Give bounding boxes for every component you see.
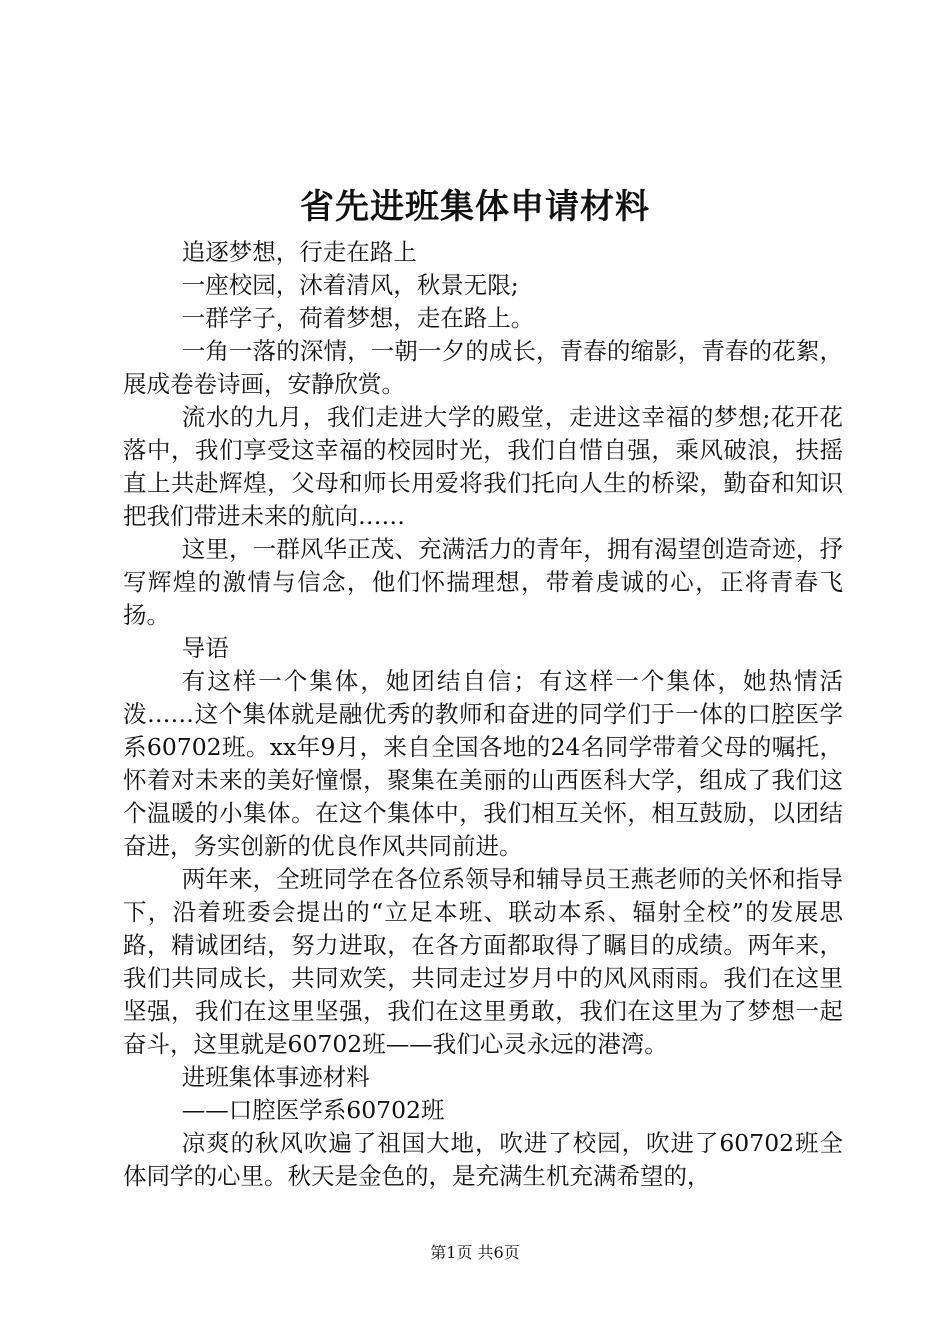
paragraph: 两年来，全班同学在各位系领导和辅导员王燕老师的关怀和指导下，沿着班委会提出的“立足本班、联动本系、辐射全校”的发展思路，精诚团结，努力进取，在各方面都取得了瞩目的成绩。两年来，我们共同成长，共同欢笑，共同走过岁月中的风风雨雨。我们在这里坚强，我们在这里坚强，我们在这里勇敢，我们在这里为了梦想一起奋斗，这里就是60702班——我们心灵永远的港湾。 — [123, 865, 843, 1058]
paragraph: 一群学子，荷着梦想，走在路上。 — [181, 304, 535, 332]
paragraph: 有这样一个集体，她团结自信；有这样一个集体，她热情活泼……这个集体就是融优秀的教师和奋进的同学们于一体的口腔医学系60702班。xx年9月，来自全国各地的24名同学带着父母的嘱托，怀着对未来的美好憧憬，聚集在美丽的山西医科大学，组成了我们这个温暖的小集体。在这个集体中，我们相互关怀，相互鼓励，以团结奋进，务实创新的优良作风共同前进。 — [123, 667, 843, 860]
paragraph: 流水的九月，我们走进大学的殿堂，走进这幸福的梦想;花开花落中，我们享受这幸福的校园时光，我们自惜自强，乘风破浪，扶摇直上共赴辉煌，父母和师长用爱将我们托向人生的桥梁，勤奋和知识把我们带进未来的航向…… — [123, 403, 843, 530]
paragraph: 凉爽的秋风吹遍了祖国大地，吹进了校园，吹进了60702班全体同学的心里。秋天是金色的，是充满生机充满希望的， — [123, 1129, 843, 1190]
section-heading: 导语 — [181, 634, 229, 662]
paragraph: 一座校园，沐着清风，秋景无限; — [181, 271, 519, 299]
paragraph: 追逐梦想，行走在路上 — [181, 238, 417, 266]
section-subheading: ——口腔医学系60702班 — [181, 1096, 445, 1124]
section-heading: 进班集体事迹材料 — [181, 1063, 370, 1091]
paragraph: 一角一落的深情，一朝一夕的成长，青春的缩影，青春的花絮，展成卷卷诗画，安静欣赏。 — [123, 337, 843, 398]
document-title: 省先进班集体申请材料 — [300, 187, 650, 227]
paragraph: 这里，一群风华正茂、充满活力的青年，拥有渴望创造奇迹，抒写辉煌的激情与信念，他们怀揣理想，带着虔诚的心，正将青春飞扬。 — [123, 535, 843, 629]
page-footer: 第1页 共6页 — [430, 1243, 520, 1262]
document-body — [123, 236, 843, 1193]
